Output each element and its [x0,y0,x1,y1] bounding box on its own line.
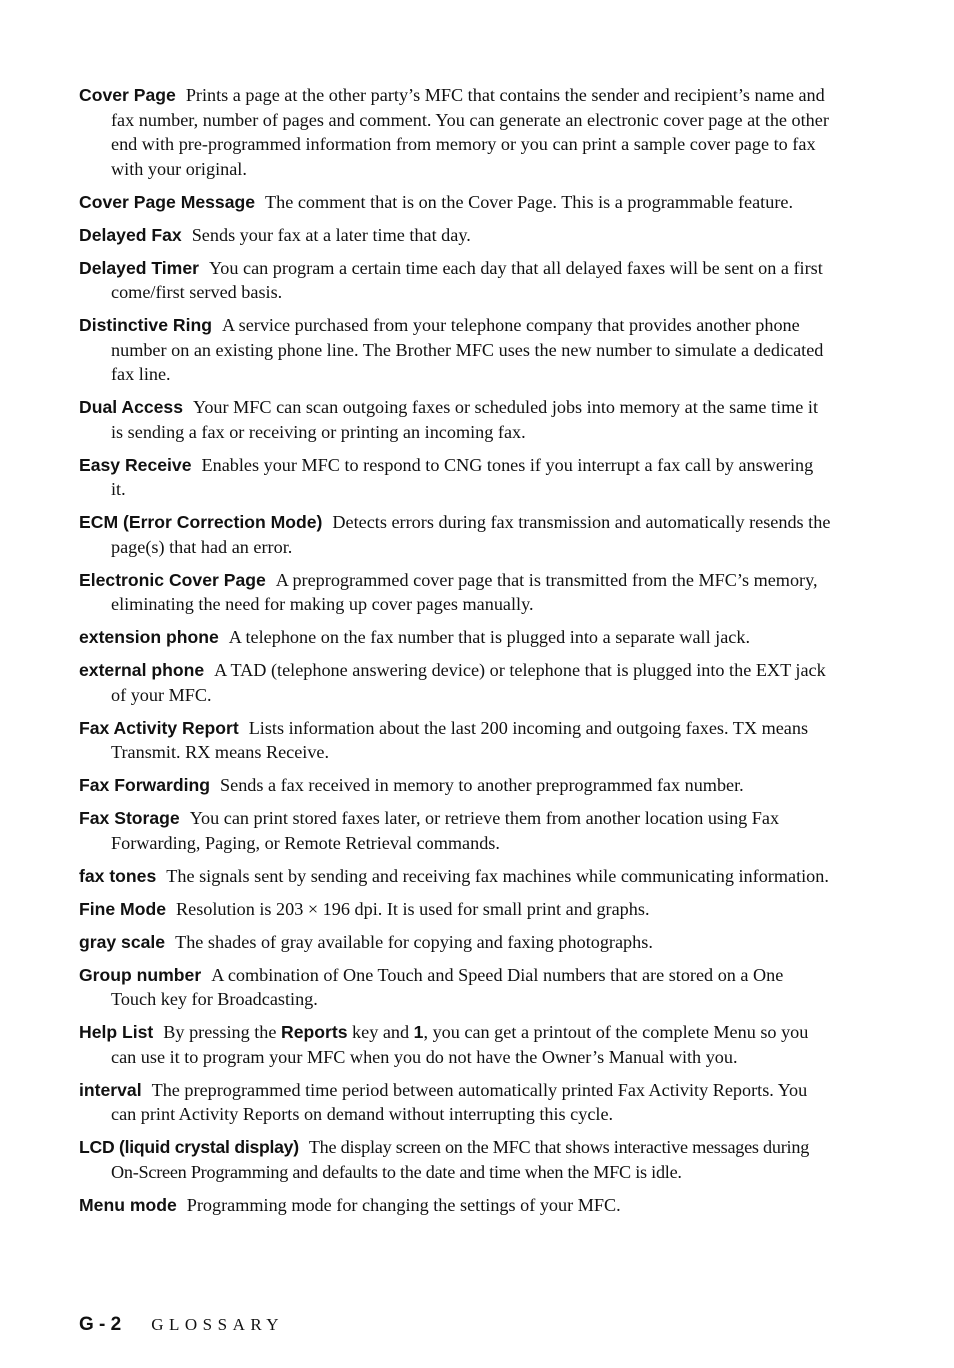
glossary-entry-help-list [79,1020,831,1069]
glossary-entry [79,716,831,765]
reports-key-label: Reports [281,1022,348,1042]
glossary-term: Menu mode [79,1194,177,1215]
glossary-term: Delayed Fax [79,224,182,245]
glossary-definition: key and [347,1022,414,1042]
glossary-term: interval [79,1079,142,1100]
glossary-definition: Lists information about the last 200 incoming and outgoing faxes. TX means Transmit. RX means Receive. [111,717,809,762]
glossary-entry [79,806,831,855]
glossary-term: Group number [79,964,202,985]
glossary-definition: A combination of One Touch and Speed Dial numbers that are stored on a One Touch key for Broadcasting. [111,964,784,1009]
glossary-term: Cover Page Message [79,191,256,212]
glossary-definition: Sends a fax received in memory to another preprogrammed fax number. [220,775,744,795]
glossary-term: Fax Forwarding [79,775,210,795]
glossary-entry [79,625,831,650]
glossary-term: external phone [79,660,205,680]
glossary-definition: Programming mode for changing the settings of your MFC. [186,1194,621,1215]
page-footer [79,1314,284,1336]
glossary-term: Fax Storage [79,808,180,828]
glossary-entry [79,83,831,181]
glossary-definition: A service purchased from your telephone company that provides another phone number on an existing phone line. The Brother MFC uses the new number to simulate a dedicated fax line. [111,315,824,384]
glossary-definition: , you can get a printout of the complete Menu so you can use it to program your MFC when you do not have the Owner’s Manual with you. [111,1022,809,1067]
glossary-entry [79,864,831,889]
glossary-entry [79,897,831,922]
glossary-definition: Enables your MFC to respond to CNG tones if you interrupt a fax call by answering it. [111,454,814,499]
glossary-term: Help List [79,1022,154,1042]
glossary-definition: The signals sent by sending and receiving fax machines while communicating information. [166,865,829,886]
glossary-entry [79,510,831,559]
glossary-definition: Prints a page at the other party’s MFC that contains the sender and recipient’s name and fax number, number of pages and comment. You can generate an electronic cover page at the other end with pre-programmed information from memory or you can print a sample cover page to fax with your original. [111,85,829,179]
glossary-term: Easy Receive [79,454,192,475]
glossary-entry [79,256,831,305]
glossary-term: extension phone [79,627,219,647]
glossary-definition: The shades of gray available for copying and faxing photographs. [175,931,653,952]
glossary-entry [79,930,831,955]
glossary-definition: A TAD (telephone answering device) or telephone that is plugged into the EXT jack of your MFC. [111,660,826,705]
glossary-entry [79,658,831,707]
glossary-entry [79,1193,831,1218]
glossary-entry [79,1135,831,1184]
glossary-term: Delayed Timer [79,257,199,278]
glossary-definition: Your MFC can scan outgoing faxes or scheduled jobs into memory at the same time it is sending a fax or receiving or printing an incoming fax. [111,397,819,442]
glossary-term: Distinctive Ring [79,315,212,335]
glossary-definition: You can print stored faxes later, or retrieve them from another location using Fax Forwarding, Paging, or Remote Retrieval commands. [111,808,780,853]
glossary-entry [79,223,831,248]
glossary-term: Cover Page [79,85,176,105]
glossary-definition: Detects errors during fax transmission and automatically resends the page(s) that had an error. [111,512,831,557]
key-one-label: 1 [413,1022,424,1042]
glossary-content [79,83,831,1226]
glossary-definition: A preprogrammed cover page that is transmitted from the MFC’s memory, eliminating the need for making up cover pages manually. [111,569,818,614]
glossary-entry [79,568,831,617]
glossary-definition: The comment that is on the Cover Page. This is a programmable feature. [265,191,793,212]
glossary-entry [79,395,831,444]
glossary-term: LCD (liquid crystal display) [79,1137,299,1157]
glossary-term: gray scale [79,931,166,952]
glossary-definition: The display screen on the MFC that shows interactive messages during On-Screen Programming and defaults to the date and time when the MFC is idle. [111,1137,810,1182]
glossary-definition: By pressing the [163,1022,282,1042]
glossary-entry [79,453,831,502]
glossary-definition: The preprogrammed time period between automatically printed Fax Activity Reports. You can print Activity Reports on demand without interrupting this cycle. [111,1079,808,1124]
glossary-entry [79,773,831,798]
glossary-entry [79,1078,831,1127]
glossary-definition: You can program a certain time each day that all delayed faxes will be sent on a first come/first served basis. [111,257,823,302]
glossary-term: fax tones [79,865,157,886]
glossary-definition: Sends your fax at a later time that day. [191,224,471,245]
glossary-entry [79,313,831,387]
glossary-term: Fax Activity Report [79,717,239,738]
page-number: G - 2 [79,1314,122,1335]
glossary-definition: Resolution is 203 × 196 dpi. It is used for small print and graphs. [176,898,650,919]
glossary-term: Electronic Cover Page [79,569,266,590]
glossary-term: Fine Mode [79,898,166,919]
glossary-entry [79,963,831,1012]
glossary-term: ECM (Error Correction Mode) [79,512,323,532]
glossary-entry [79,190,831,215]
section-title: GLOSSARY [151,1315,285,1334]
glossary-term: Dual Access [79,397,183,417]
glossary-definition: A telephone on the fax number that is plugged into a separate wall jack. [228,627,751,647]
